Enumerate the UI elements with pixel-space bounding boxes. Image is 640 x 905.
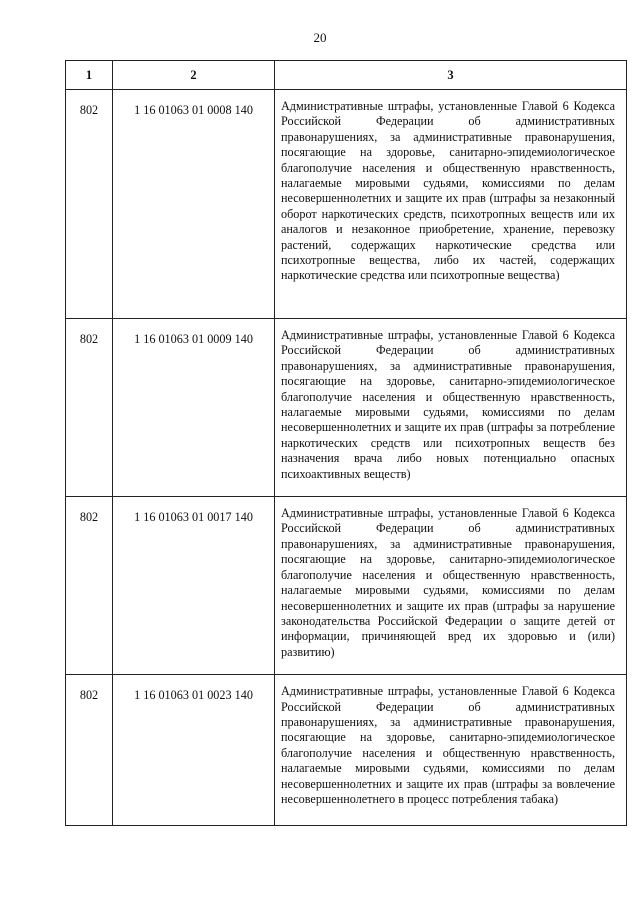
table-header-row bbox=[66, 61, 627, 90]
admin-code-cell: 802 bbox=[66, 497, 113, 675]
kbk-code-cell: 1 16 01063 01 0009 140 bbox=[113, 319, 275, 497]
table-row bbox=[66, 675, 627, 826]
kbk-code-cell: 1 16 01063 01 0017 140 bbox=[113, 497, 275, 675]
page-number: 20 bbox=[313, 30, 327, 45]
description-cell: Административные штрафы, установленные Главой 6 Кодекса Российской Федерации об административных правонарушениях, за административные правонарушения, посягающие на здоровье, санитарно-эпидемиологическое благополучие населения и общественную нравственность, налагаемые мировыми судьями, комиссиями по делам несовершеннолетних и защите их прав (штрафы за вовлечение несовершеннолетнего в процесс потребления табака) bbox=[275, 675, 627, 826]
description-cell: Административные штрафы, установленные Главой 6 Кодекса Российской Федерации об административных правонарушениях, за административные правонарушения, посягающие на здоровье, санитарно-эпидемиологическое благополучие населения и общественную нравственность, налагаемые мировыми судьями, комиссиями по делам несовершеннолетних и защите их прав (штрафы за нарушение законодательства Российской Федерации о защите детей от информации, причиняющей вред их здоровью и (или) развитию) bbox=[275, 497, 627, 675]
admin-code-cell: 802 bbox=[66, 675, 113, 826]
description-cell: Административные штрафы, установленные Главой 6 Кодекса Российской Федерации об административных правонарушениях, за административные правонарушения, посягающие на здоровье, санитарно-эпидемиологическое благополучие населения и общественную нравственность, налагаемые мировыми судьями, комиссиями по делам несовершеннолетних и защите их прав (штрафы за потребление наркотических средств или психотропных веществ без назначения врача либо новых потенциально опасных психоактивных веществ) bbox=[275, 319, 627, 497]
kbk-code-cell: 1 16 01063 01 0023 140 bbox=[113, 675, 275, 826]
table-row bbox=[66, 497, 627, 675]
admin-code-cell: 802 bbox=[66, 319, 113, 497]
admin-code-cell: 802 bbox=[66, 90, 113, 319]
column-header-2: 2 bbox=[113, 61, 275, 90]
column-header-1: 1 bbox=[66, 61, 113, 90]
description-cell: Административные штрафы, установленные Главой 6 Кодекса Российской Федерации об административных правонарушениях, за административные правонарушения, посягающие на здоровье, санитарно-эпидемиологическое благополучие населения и общественную нравственность, налагаемые мировыми судьями, комиссиями по делам несовершеннолетних и защите их прав (штрафы за незаконный оборот наркотических средств, психотропных веществ или их аналогов и незаконное приобретение, хранение, перевозку растений, содержащих наркотические средства или психотропные вещества, либо их частей, содержащих наркотические средства или психотропные вещества) bbox=[275, 90, 627, 319]
column-header-3: 3 bbox=[275, 61, 627, 90]
table-row bbox=[66, 319, 627, 497]
budget-codes-table bbox=[65, 60, 627, 826]
table-row bbox=[66, 90, 627, 319]
kbk-code-cell: 1 16 01063 01 0008 140 bbox=[113, 90, 275, 319]
